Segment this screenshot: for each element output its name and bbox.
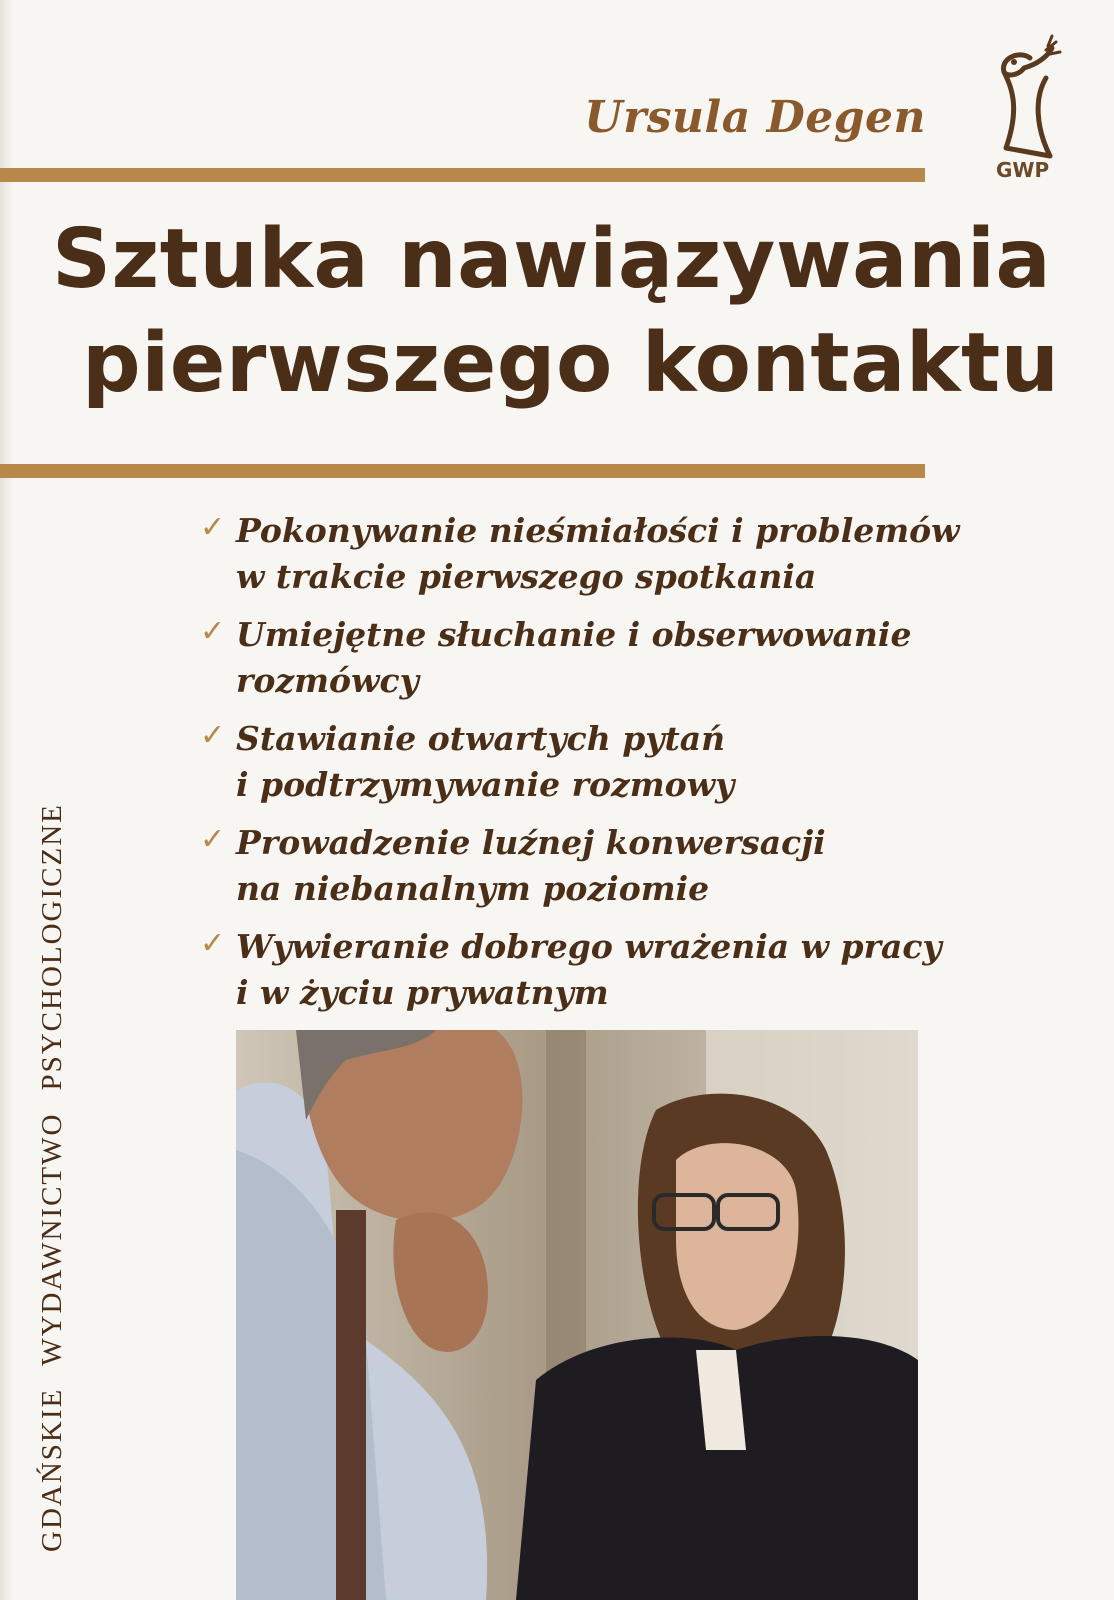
top-divider: [0, 168, 925, 182]
title-line-2: pierwszego kontaktu: [82, 316, 1060, 411]
publisher-logo-text: GWP: [996, 158, 1050, 182]
spine-word: PSYCHOLOGICZNE: [36, 803, 68, 1091]
feature-item: [200, 924, 1080, 1016]
feature-item: [200, 508, 1080, 600]
check-icon: ✓: [200, 510, 226, 545]
check-icon: ✓: [200, 822, 226, 857]
feature-item: [200, 612, 1080, 704]
book-title: [52, 208, 1092, 416]
feature-item: [200, 716, 1080, 808]
author-name: Ursula Degen: [584, 92, 926, 143]
spine-word: GDAŃSKIE: [36, 1387, 68, 1552]
feature-text: Wywieranie dobrego wrażenia w pracy: [236, 927, 942, 966]
check-icon: ✓: [200, 614, 226, 649]
feature-item: [200, 820, 1080, 912]
publisher-spine-text: [36, 781, 69, 1552]
feature-text: Pokonywanie nieśmiałości i problemów: [236, 511, 960, 550]
feature-text: Prowadzenie luźnej konwersacji: [236, 823, 826, 862]
spine-word: WYDAWNICTWO: [36, 1112, 68, 1366]
feature-list: [200, 508, 1080, 1028]
check-icon: ✓: [200, 718, 226, 753]
cover-photo-illustration: [236, 1030, 918, 1600]
feature-text: na niebanalnym poziomie: [236, 869, 710, 908]
cover-edge: [0, 0, 14, 1600]
feature-text: Umiejętne słuchanie i obserwowanie rozmówcy: [236, 615, 912, 700]
bottom-divider: [0, 464, 925, 478]
feature-text: w trakcie pierwszego spotkania: [236, 557, 817, 596]
feature-text: i w życiu prywatnym: [236, 973, 609, 1012]
check-icon: ✓: [200, 926, 226, 961]
cover-photo: [236, 1030, 918, 1600]
feature-text: i podtrzymywanie rozmowy: [236, 765, 735, 804]
feature-text: Stawianie otwartych pytań: [236, 719, 726, 758]
title-line-1: Sztuka nawiązywania: [52, 212, 1052, 307]
